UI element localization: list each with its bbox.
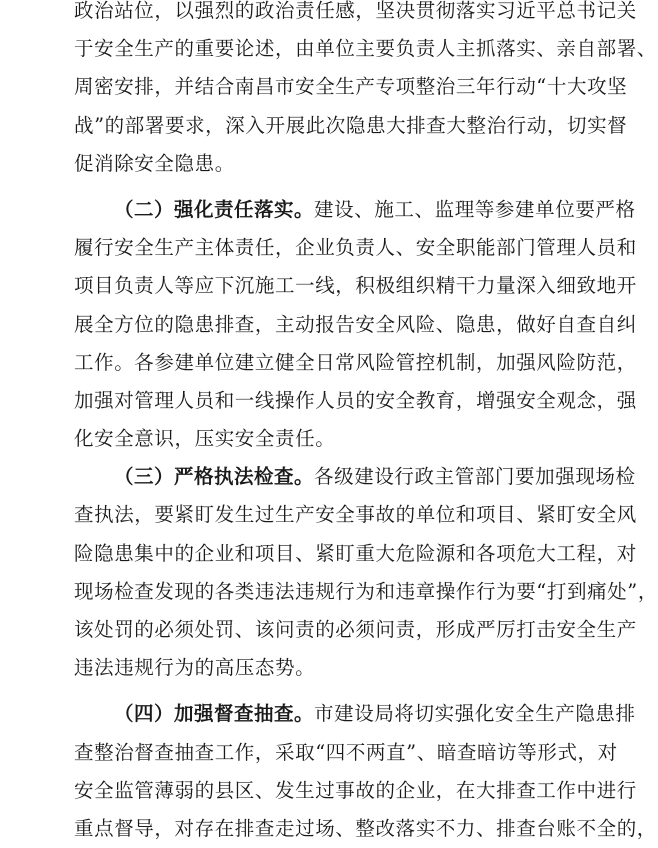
- text-line: 政治站位，以强烈的政治责任感，坚决贯彻落实习近平总书记关: [74, 0, 637, 22]
- text-line: 现场检查发现的各类违法违规行为和违章操作行为要“打到痛处”，: [74, 579, 658, 603]
- text-line: 项目负责人等应下沉施工一线，积极组织精干力量深入细致地开: [74, 274, 637, 298]
- paragraph-2: [74, 191, 637, 458]
- text-span: 市建设局将切实强化安全生产隐患排: [314, 702, 636, 726]
- text-span: 建设、施工、监理等参建单位要严格: [314, 197, 636, 221]
- text-span: 各级建设行政主管部门要加强现场检: [314, 465, 636, 489]
- text-line: 违法违规行为的高压态势。: [74, 656, 316, 680]
- paragraph-gap: [74, 687, 554, 695]
- text-line: 该处罚的必须处罚、该问责的必须问责，形成严厉打击安全生产: [74, 618, 637, 641]
- text-line: 战”的部署要求，深入开展此次隐患大排查大整治行动，切实督: [74, 113, 628, 137]
- text-line: 促消除安全隐患。: [74, 151, 235, 175]
- paragraph-1: [74, 0, 657, 183]
- text-line: 查整治督查抽查工作，采取“四不两直”、暗查暗访等形式，对: [74, 740, 618, 764]
- text-line: 化安全意识，压实安全责任。: [74, 427, 336, 451]
- section-heading: （四）加强督查抽查。: [114, 702, 315, 726]
- paragraph-3: [74, 458, 658, 687]
- section-heading: （三）严格执法检查。: [114, 465, 315, 489]
- text-line: 查执法，要紧盯发生过生产安全事故的单位和项目、紧盯安全风: [74, 503, 637, 527]
- paragraph-gap: [74, 183, 554, 191]
- text-line: 险隐患集中的企业和项目、紧盯重大危险源和各项危大工程，对: [74, 541, 637, 565]
- text-line: 周密安排，并结合南昌市安全生产专项整治三年行动“十大攻坚: [74, 75, 628, 99]
- paragraph-4: [74, 695, 657, 848]
- text-line: 加强对管理人员和一线操作人员的安全教育，增强安全观念，强: [74, 388, 637, 412]
- text-line: 履行安全生产主体责任，企业负责人、安全职能部门管理人员和: [74, 236, 637, 260]
- paragraph-first-line: [74, 458, 636, 496]
- paragraph-first-line: [74, 191, 636, 229]
- text-line: 工作。各参建单位建立健全日常风险管控机制，加强风险防范，: [74, 350, 637, 374]
- text-line: 于安全生产的重要论述，由单位主要负责人主抓落实、亲自部署、: [74, 37, 657, 61]
- section-heading: （二）强化责任落实。: [114, 197, 315, 221]
- text-line: 重点督导，对存在排查走过场、整改落实不力、排查台账不全的，: [74, 816, 657, 840]
- text-line: 展全方位的隐患排查，主动报告安全风险、隐患，做好自查自纠: [74, 312, 637, 336]
- text-line: 安全监管薄弱的县区、发生过事故的企业，在大排查工作中进行: [74, 778, 637, 802]
- document-page: [74, 0, 658, 848]
- paragraph-first-line: [74, 695, 636, 733]
